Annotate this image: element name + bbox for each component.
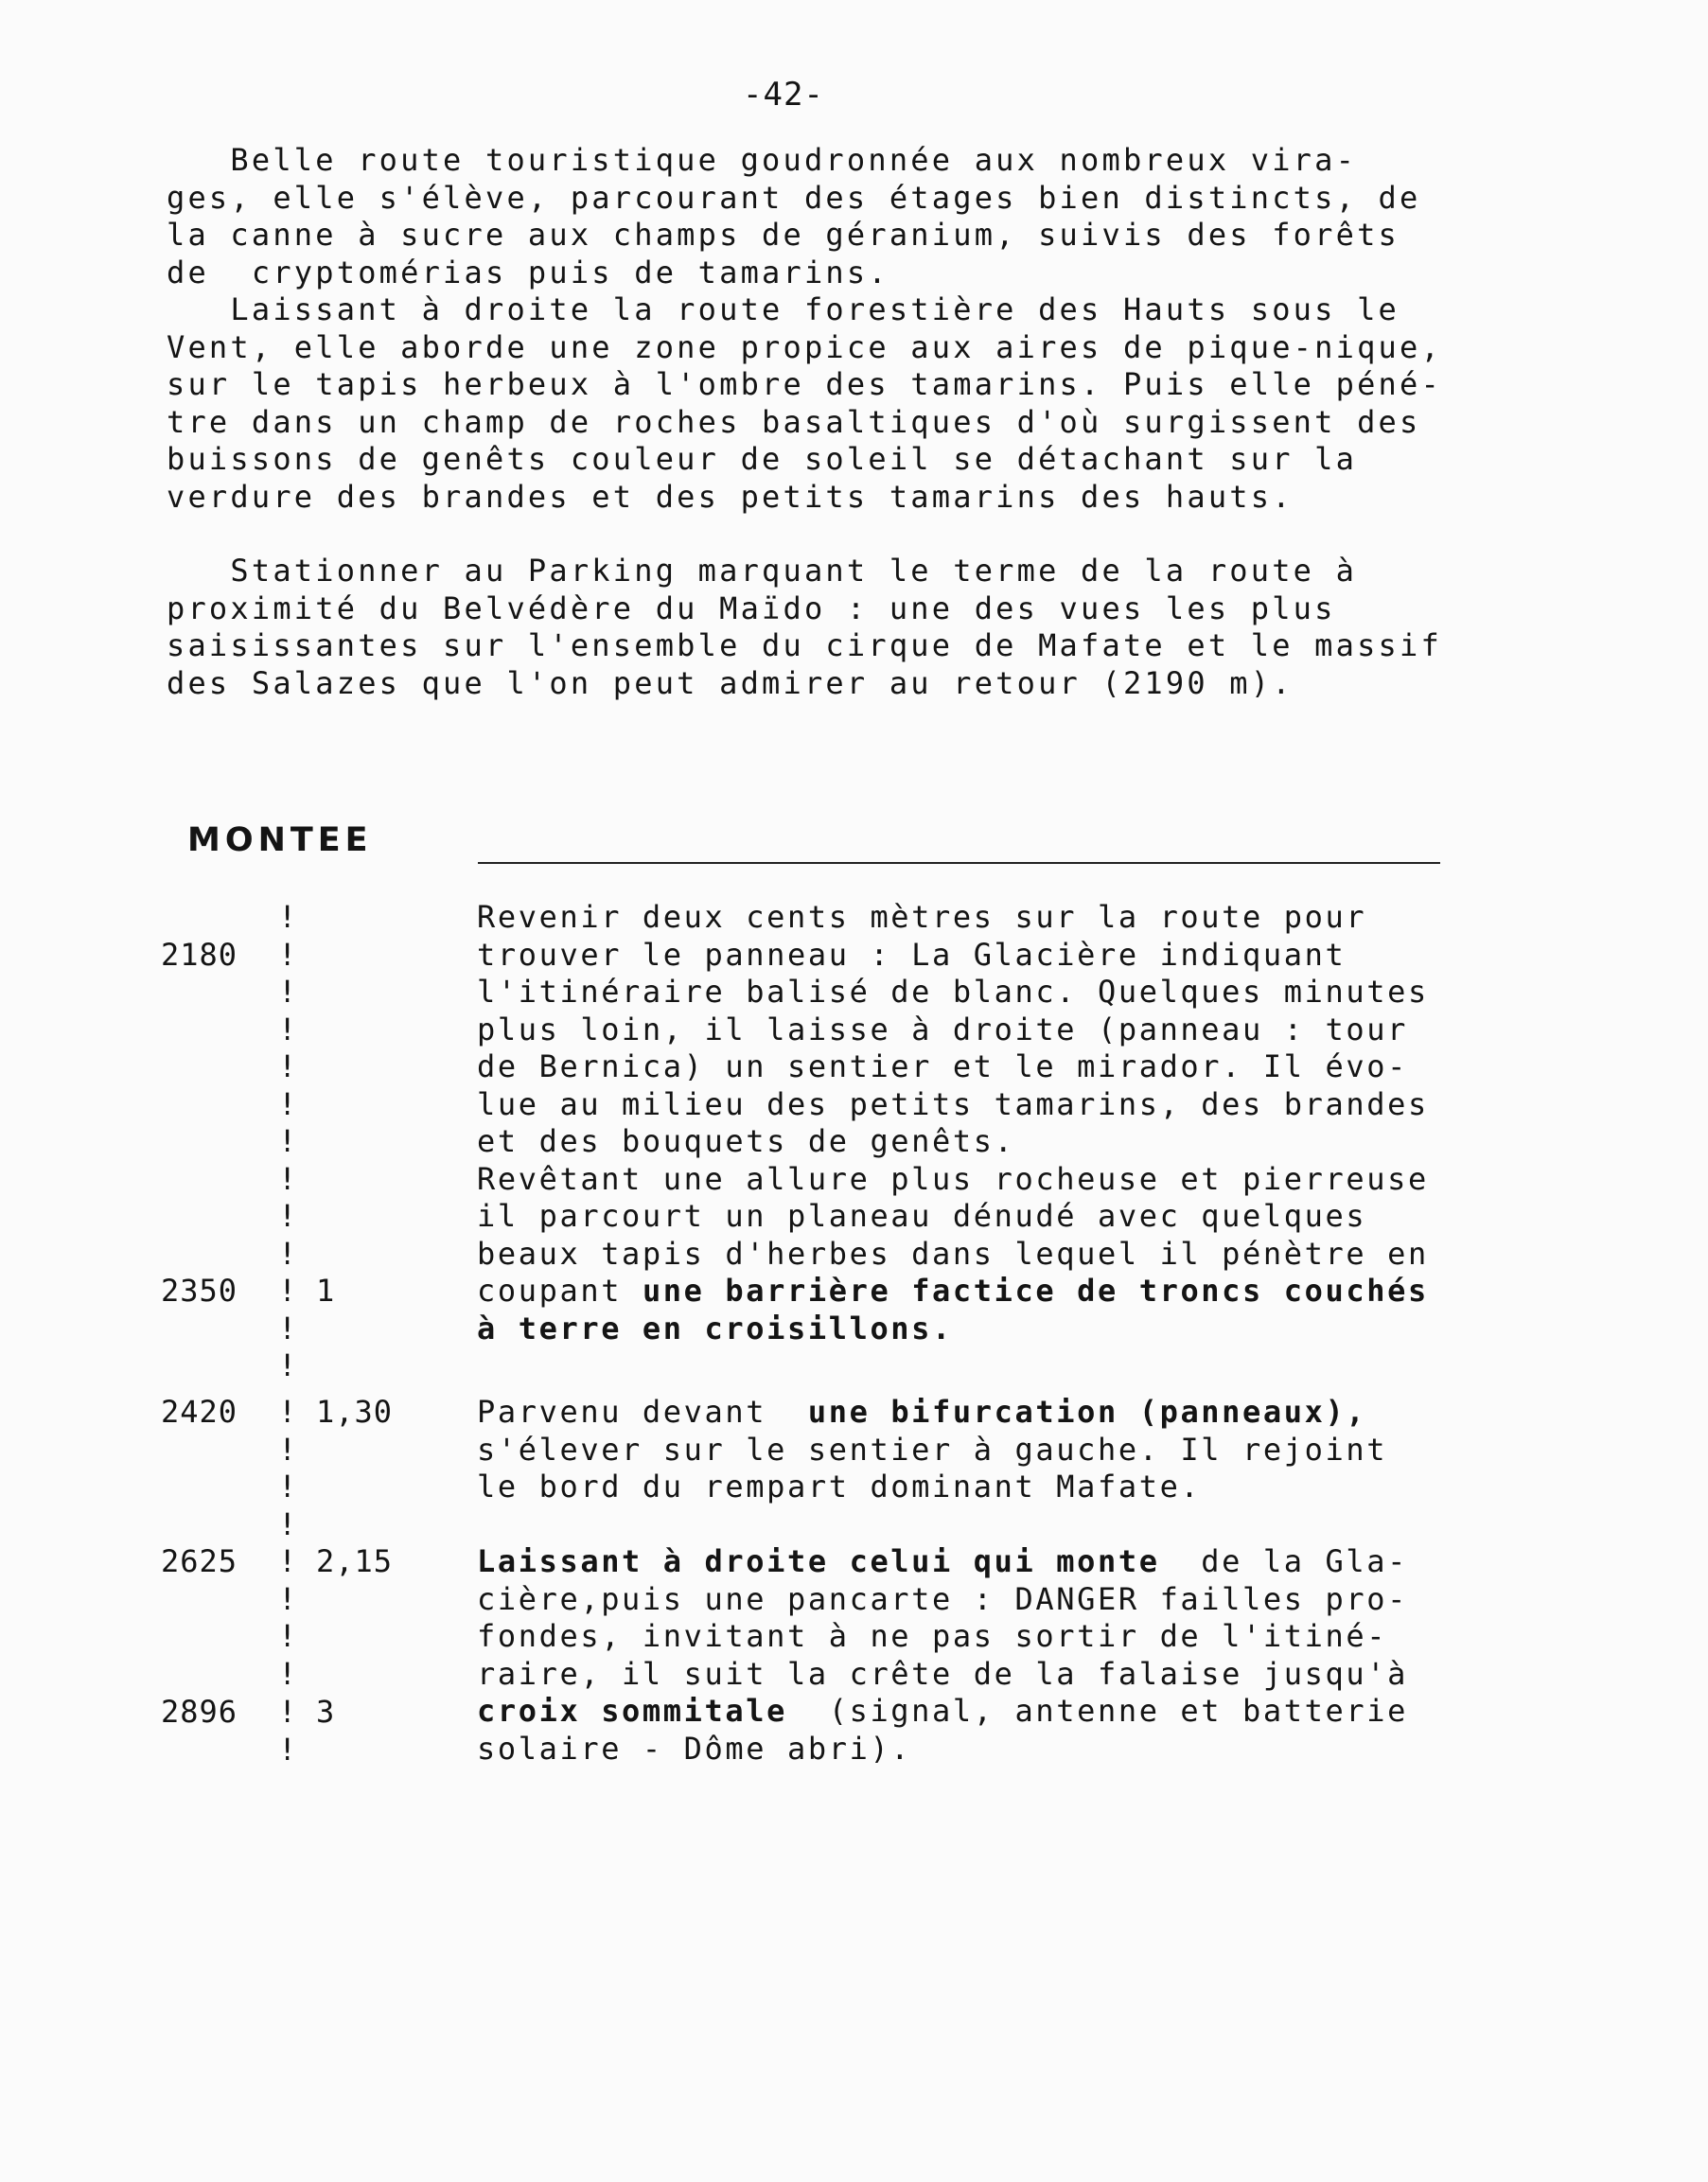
description-line — [477, 1048, 1537, 1086]
column-separator: ! — [278, 1505, 297, 1542]
intro-line: ges, elle s'élève, parcourant des étages bien distincts, de — [167, 179, 1421, 216]
column-separator: ! — [278, 1347, 297, 1383]
distance-value: 1,30 — [316, 1394, 394, 1430]
description-line — [477, 1161, 1537, 1199]
column-separator: ! — [278, 1198, 297, 1234]
column-separator: ! — [278, 1543, 297, 1579]
intro-line: Laissant à droite la route forestière des Hauts sous le — [167, 291, 1400, 327]
text-segment: fondes, invitant à ne pas sortir de l'itiné- — [477, 1618, 1388, 1654]
text-segment: Parvenu devant — [477, 1394, 808, 1430]
column-separator: ! — [278, 1273, 297, 1309]
column-separator: ! — [278, 1694, 297, 1730]
text-segment: s'élever sur le sentier à gauche. Il rejoint — [477, 1431, 1388, 1468]
emphasis-text: une barrière factice de troncs couchés — [642, 1273, 1429, 1309]
page-number: -42- — [743, 76, 824, 114]
text-segment: raire, il suit la crête de la falaise jusqu'à — [477, 1655, 1408, 1692]
emphasis-text: croix sommitale — [477, 1693, 787, 1729]
intro-line: tre dans un champ de roches basaltiques d'où surgissent des — [167, 403, 1421, 440]
distance-value: 3 — [316, 1694, 336, 1730]
column-separator: ! — [278, 1394, 297, 1430]
description-line — [477, 899, 1537, 937]
altitude-value: 2625 — [161, 1543, 238, 1579]
description-line — [477, 974, 1537, 1012]
intro-line: Vent, elle aborde une zone propice aux aires de pique-nique, — [167, 328, 1442, 365]
description-line — [477, 1581, 1537, 1619]
intro-line: des Salazes que l'on peut admirer au retour (2190 m). — [167, 664, 1294, 701]
description-line — [477, 1618, 1537, 1656]
intro-paragraph-2 — [167, 553, 1529, 702]
description-line — [477, 1086, 1537, 1124]
section-title: MONTEE — [187, 821, 373, 859]
description-line — [477, 1236, 1537, 1274]
column-separator: ! — [278, 936, 297, 973]
description-line — [477, 1394, 1537, 1432]
description-line — [477, 1012, 1537, 1049]
emphasis-text: Laissant à droite celui qui monte — [477, 1543, 1160, 1579]
text-segment: trouver le panneau : La Glacière indiquant — [477, 936, 1347, 973]
description-line — [477, 1273, 1537, 1311]
description-line — [477, 1693, 1537, 1731]
section-underline — [478, 862, 1440, 864]
text-segment: de la Gla- — [1159, 1543, 1408, 1579]
text-segment: beaux tapis d'herbes dans lequel il pénètre en — [477, 1235, 1429, 1272]
altitude-value: 2896 — [161, 1694, 238, 1730]
column-separator: ! — [278, 1235, 297, 1272]
intro-line: proximité du Belvédère du Maïdo : une des vues les plus — [167, 589, 1336, 626]
text-segment: cière,puis une pancarte : DANGER failles pro- — [477, 1580, 1408, 1617]
column-separator: ! — [278, 899, 297, 935]
intro-line: buissons de genêts couleur de soleil se détachant sur la — [167, 441, 1358, 477]
altitude-value: 2180 — [161, 936, 238, 973]
text-segment: lue au milieu des petits tamarins, des brandes — [477, 1085, 1429, 1122]
intro-text — [167, 142, 1529, 702]
description-line — [477, 1469, 1537, 1506]
intro-line: Belle route touristique goudronnée aux nombreux vira- — [167, 142, 1358, 178]
column-separator: ! — [278, 1011, 297, 1047]
text-segment: coupant — [477, 1273, 643, 1309]
description-line — [477, 1198, 1537, 1236]
text-segment: solaire - Dôme abri). — [477, 1730, 912, 1767]
column-separator: ! — [278, 1731, 297, 1768]
column-separator: ! — [278, 1310, 297, 1346]
description-line — [477, 937, 1537, 975]
altitude-value: 2420 — [161, 1394, 238, 1430]
column-separator: ! — [278, 1618, 297, 1654]
description-line — [477, 1656, 1537, 1694]
column-separator: ! — [278, 1048, 297, 1084]
column-separator: ! — [278, 1431, 297, 1468]
row-description — [477, 1543, 1537, 1768]
intro-line: la canne à sucre aux champs de géranium, suivis des forêts — [167, 217, 1400, 253]
text-segment: l'itinéraire balisé de blanc. Quelques minutes — [477, 974, 1429, 1010]
intro-paragraph-1 — [167, 142, 1529, 516]
description-line — [477, 1731, 1537, 1768]
column-separator: ! — [278, 1160, 297, 1197]
column-separator: ! — [278, 1085, 297, 1122]
row-description — [477, 1394, 1537, 1506]
intro-line: verdure des brandes et des petits tamarins des hauts. — [167, 478, 1294, 515]
description-line — [477, 1123, 1537, 1161]
column-separator: ! — [278, 1580, 297, 1617]
emphasis-text: à terre en croisillons. — [477, 1310, 953, 1346]
description-line — [477, 1311, 1537, 1348]
column-separator: ! — [278, 1123, 297, 1159]
text-segment: (signal, antenne et batterie — [786, 1693, 1408, 1729]
intro-line: de cryptomérias puis de tamarins. — [167, 254, 889, 290]
distance-value: 2,15 — [316, 1543, 394, 1579]
text-segment: il parcourt un planeau dénudé avec quelques — [477, 1198, 1367, 1234]
intro-line: Stationner au Parking marquant le terme de la route à — [167, 553, 1358, 589]
text-segment: Revenir deux cents mètres sur la route pour — [477, 899, 1367, 935]
distance-value: 1 — [316, 1273, 336, 1309]
altitude-value: 2350 — [161, 1273, 238, 1309]
text-segment: plus loin, il laisse à droite (panneau : tour — [477, 1011, 1408, 1047]
emphasis-text: une bifurcation (panneaux), — [807, 1394, 1367, 1430]
intro-line: sur le tapis herbeux à l'ombre des tamarins. Puis elle péné- — [167, 366, 1442, 402]
column-separator: ! — [278, 1469, 297, 1505]
text-segment: et des bouquets de genêts. — [477, 1123, 1015, 1159]
intro-line: saisissantes sur l'ensemble du cirque de Mafate et le massif — [167, 627, 1442, 663]
text-segment: le bord du rempart dominant Mafate. — [477, 1469, 1202, 1505]
column-separator: ! — [278, 1655, 297, 1692]
text-segment: de Bernica) un sentier et le mirador. Il évo- — [477, 1048, 1408, 1084]
description-line — [477, 1432, 1537, 1469]
description-line — [477, 1543, 1537, 1581]
column-separator: ! — [278, 974, 297, 1010]
row-description — [477, 899, 1537, 1347]
text-segment: Revêtant une allure plus rocheuse et pierreuse — [477, 1160, 1429, 1197]
